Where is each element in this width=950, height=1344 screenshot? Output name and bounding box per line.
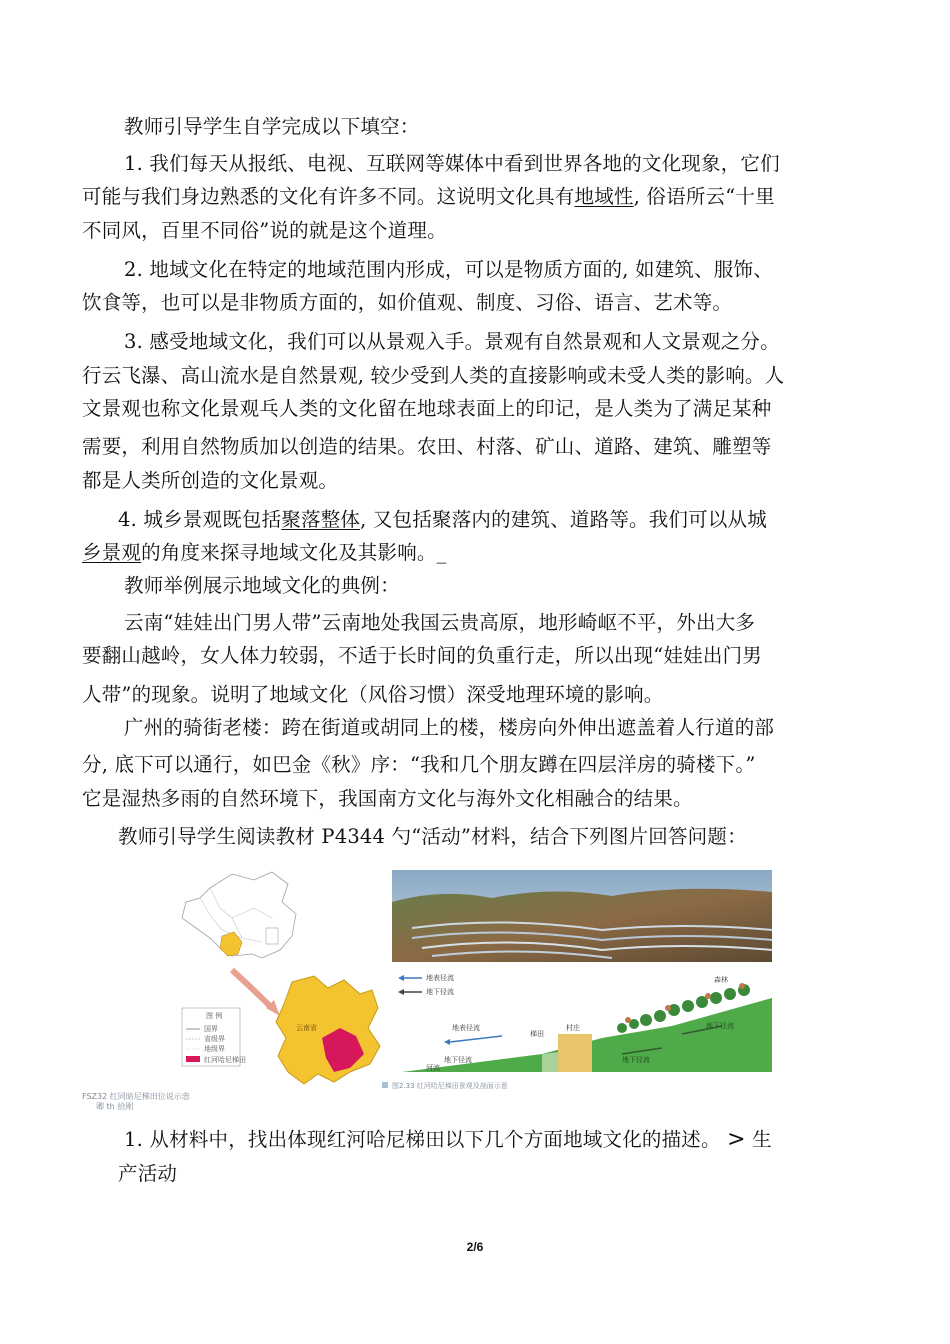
- para4-text-b: , 又包括聚落内的建筑、道路等。我们可以从城: [360, 508, 767, 531]
- yunnan-line1: 云南“娃娃出门男人带”云南地处我国云贵高原，地形崎岖不平，外出大多: [124, 611, 756, 634]
- guangzhou-line1: 广州的骑街老楼：跨在街道或胡同上的楼，楼房向外伸出遮盖着人行道的部: [124, 716, 775, 739]
- label-underground-flow-2: 地下径流: [622, 1056, 650, 1064]
- question1-line1: [124, 1129, 772, 1151]
- label-underground-flow: 地下径流: [444, 1056, 472, 1064]
- legend-item-1: 省级界: [204, 1035, 225, 1043]
- para3-line1: 3. 感受地域文化，我们可以从景观入手。景观有自然景观和人文景观之分。: [124, 330, 780, 353]
- answer-regionality: 地域性: [574, 185, 634, 208]
- answer-settlement-whole: 聚落整体: [281, 508, 361, 531]
- para4-line2: [82, 542, 447, 564]
- figure-caption-line1: FSZ32 红同暗尼梯田位说示悫: [82, 1092, 190, 1101]
- diagram-caption: 图2.33 红河哈尼梯田景观及剖面示意: [392, 1082, 508, 1090]
- label-surface-flow-legend: 地表径流: [426, 974, 454, 982]
- map-pointer-arrow: [232, 970, 272, 1008]
- label-underground-flow-legend: 地下径流: [426, 988, 454, 996]
- para2-line2: 饮食等，也可以是非物质方面的，如价值观、制度、习俗、语言、艺术等。: [82, 291, 733, 314]
- examples-intro: 教师举例展示地域文化的典例：: [124, 574, 400, 597]
- question1-text: 1. 从材料中，找出体现红河哈尼梯田以下几个方面地域文化的描述。: [124, 1128, 721, 1151]
- terrace-photo: [392, 870, 772, 962]
- question1-text-b: 生: [745, 1128, 772, 1151]
- legend-item-3: 红河哈尼梯田: [204, 1056, 246, 1064]
- intro-line: 教师引导学生自学完成以下填空：: [124, 115, 420, 138]
- label-underground-flow-3: 地下径流: [706, 1022, 734, 1030]
- yunnan-line3: 人带”的现象。说明了地域文化（风俗习惯）深受地理环境的影响。: [82, 683, 664, 706]
- para1-line3: 不同风，百里不同俗”说的就是这个道理。: [82, 219, 447, 242]
- para2-line1: 2. 地域文化在特定的地域范围内形成，可以是物质方面的, 如建筑、服饰、: [124, 258, 773, 281]
- question1-line2: 产活动: [118, 1162, 178, 1185]
- figure-caption-line2: 卿 th 拾刚: [96, 1102, 134, 1111]
- label-surface-flow: 地表径流: [452, 1024, 480, 1032]
- para4-text-a: 4. 城乡景观既包括: [118, 508, 282, 531]
- hani-terrace-figure: [82, 858, 782, 1111]
- guangzhou-line2: 分, 底下可以通行，如巴金《秋》序：“我和几个朋友蹲在四层洋房的骑楼下。”: [82, 753, 756, 776]
- label-river: 河流: [426, 1064, 440, 1072]
- answer-urban-rural-landscape: 乡景观: [82, 541, 142, 564]
- china-map: [182, 872, 296, 958]
- yunnan-map: [276, 976, 380, 1084]
- guangzhou-line3: 它是湿热多雨的自然环境下，我国南方文化与海外文化相融合的结果。: [82, 787, 693, 810]
- para3-line5: 都是人类所创造的文化景观。: [82, 469, 339, 492]
- page-number: 2/6: [466, 1240, 484, 1254]
- para3-line3: 文景观也称文化景观乓人类的文化留在地球表面上的印记，是人类为了满足某种: [82, 397, 772, 420]
- para1-text-a: 可能与我们身边熟悉的文化有许多不同。这说明文化具有: [82, 185, 575, 208]
- para1-line2: [82, 186, 775, 208]
- figure-svg: [82, 858, 782, 1108]
- yunnan-line2: 要翻山越岭，女人体力较弱，不适于长时间的负重行走，所以出现“娃娃出门男: [82, 644, 762, 667]
- para4-text-b2: 的角度来探寻地域文化及其影响。_: [141, 541, 447, 564]
- label-forest: 森林: [714, 976, 728, 984]
- para1-line1: 1. 我们每天从报纸、电视、互联网等媒体中看到世界各地的文化现象，它们: [124, 152, 780, 175]
- legend-item-2: 地级界: [204, 1045, 225, 1053]
- province-label: 云南省: [296, 1024, 317, 1032]
- para1-text-b: , 俗语所云“十里: [633, 185, 775, 208]
- para3-line4: 需要，利用自然物质加以创造的结果。农田、村落、矿山、道路、建筑、雕塑等: [82, 435, 772, 458]
- reading-instruction: 教师引导学生阅读教材 P4344 勺“活动”材料，结合下列图片回答问题：: [118, 825, 747, 848]
- chevron-right-icon: >: [727, 1127, 746, 1152]
- legend-title: 图 例: [206, 1012, 223, 1020]
- label-village: 村庄: [566, 1024, 580, 1032]
- label-terrace: 梯田: [530, 1030, 544, 1038]
- legend-item-0: 国界: [204, 1025, 218, 1033]
- para3-line2: 行云飞瀑、高山流水是自然景观, 较少受到人类的直接影响或未受人类的影响。人: [82, 364, 785, 387]
- para4-line1: [118, 509, 767, 531]
